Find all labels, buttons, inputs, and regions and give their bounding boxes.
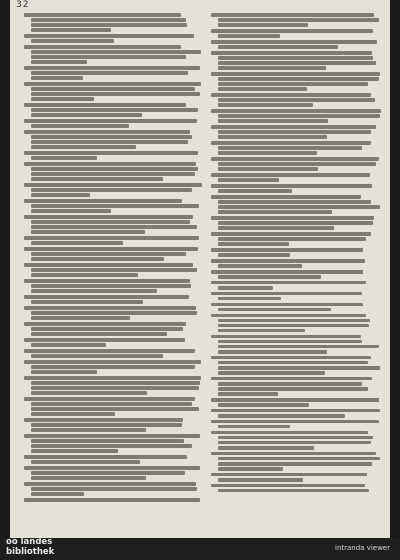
text-line [218, 162, 376, 166]
directory-entry [24, 360, 202, 374]
text-line [218, 45, 338, 49]
text-line [211, 281, 366, 285]
text-line [24, 360, 201, 364]
text-line [218, 82, 368, 86]
directory-entry [211, 93, 381, 107]
text-line [211, 93, 371, 97]
text-line [31, 273, 138, 277]
text-line [24, 162, 196, 166]
directory-entry [211, 40, 381, 49]
text-line [31, 108, 198, 112]
text-line [211, 141, 371, 145]
text-line [24, 466, 200, 470]
directory-entry [211, 141, 381, 155]
text-line [31, 311, 197, 315]
text-line [218, 467, 283, 471]
directory-entry [211, 409, 381, 418]
text-line [31, 471, 185, 475]
directory-entry [24, 236, 202, 245]
text-line [218, 324, 369, 328]
text-line [24, 183, 202, 187]
text-line [31, 87, 195, 91]
text-line [31, 124, 129, 128]
text-line [211, 259, 365, 263]
text-line [211, 473, 367, 477]
text-line [218, 66, 326, 70]
text-line [31, 60, 87, 64]
directory-entry [24, 418, 202, 432]
text-line [31, 225, 197, 229]
text-line [24, 103, 186, 107]
text-line [24, 215, 193, 219]
text-line [211, 195, 361, 199]
directory-entry [24, 376, 202, 395]
text-line [211, 420, 379, 424]
text-line [218, 178, 279, 182]
text-line [31, 444, 192, 448]
text-line [211, 270, 363, 274]
text-line [218, 34, 280, 38]
directory-entry [24, 13, 202, 32]
text-line [24, 82, 201, 86]
text-line [31, 386, 199, 390]
text-line [218, 237, 366, 241]
text-line [31, 487, 197, 491]
text-line [218, 77, 379, 81]
text-line [31, 428, 146, 432]
text-line [31, 327, 183, 331]
text-line [211, 409, 380, 413]
text-line [31, 167, 198, 171]
text-line [218, 425, 290, 429]
text-line [218, 135, 327, 139]
text-line [31, 188, 192, 192]
text-line [218, 392, 278, 396]
directory-entry [211, 314, 381, 333]
text-line [31, 55, 186, 59]
text-line [24, 34, 194, 38]
text-line [24, 349, 195, 353]
text-line [211, 29, 373, 33]
directory-entry [211, 51, 381, 70]
text-line [31, 381, 200, 385]
directory-entry [24, 466, 202, 480]
directory-entry [211, 356, 381, 375]
directory-entry [211, 473, 381, 482]
directory-entry [211, 259, 381, 268]
text-line [211, 356, 371, 360]
text-line [218, 382, 362, 386]
text-line [31, 204, 199, 208]
text-line [24, 498, 200, 502]
text-line [31, 140, 188, 144]
text-line [218, 414, 345, 418]
text-line [24, 418, 183, 422]
text-line [218, 103, 313, 107]
text-line [31, 113, 142, 117]
text-line [24, 236, 199, 240]
text-line [211, 13, 374, 17]
text-line [218, 242, 289, 246]
text-line [218, 189, 292, 193]
text-line [31, 423, 182, 427]
directory-entry [211, 420, 381, 429]
directory-entry [211, 398, 381, 407]
directory-entry [24, 34, 202, 43]
text-line [211, 314, 366, 318]
directory-entry [211, 303, 381, 312]
text-line [211, 335, 361, 339]
directory-entry [211, 232, 381, 246]
text-line [31, 449, 118, 453]
text-line [218, 210, 332, 214]
directory-entry [24, 397, 202, 416]
text-line [24, 376, 201, 380]
text-line [31, 316, 130, 320]
text-line [218, 436, 373, 440]
text-line [31, 18, 186, 22]
text-line [24, 119, 197, 123]
text-line [218, 308, 331, 312]
text-line [211, 40, 377, 44]
text-line [218, 297, 281, 301]
directory-entry [24, 66, 202, 80]
directory-entry [24, 82, 202, 101]
text-line [31, 172, 195, 176]
text-line [218, 167, 318, 171]
text-line [218, 114, 380, 118]
text-line [31, 412, 115, 416]
text-line [24, 151, 198, 155]
logo-line-1: oö landes [6, 537, 53, 547]
text-line [31, 284, 191, 288]
text-line [218, 366, 380, 370]
text-line [31, 76, 83, 80]
text-line [24, 455, 187, 459]
text-line [211, 216, 374, 220]
text-line [218, 275, 321, 279]
directory-entry [24, 119, 202, 128]
text-line [218, 200, 371, 204]
directory-entry [211, 184, 381, 193]
text-line [211, 173, 370, 177]
text-line [31, 230, 145, 234]
directory-entry [211, 109, 381, 123]
text-line [218, 441, 371, 445]
directory-entry [24, 498, 202, 502]
text-line [31, 492, 84, 496]
text-line [218, 361, 368, 365]
text-line [31, 476, 146, 480]
text-line [218, 286, 273, 290]
text-line [31, 145, 136, 149]
text-line [211, 109, 381, 113]
directory-entry [211, 431, 381, 450]
directory-entry [211, 13, 381, 27]
text-line [218, 61, 376, 65]
viewer-footer [0, 538, 400, 560]
text-line [218, 56, 373, 60]
text-line [218, 146, 362, 150]
text-line [31, 354, 163, 358]
directory-entry [24, 103, 202, 117]
text-line [218, 462, 372, 466]
text-line [211, 184, 372, 188]
text-line [218, 87, 307, 91]
directory-entry [211, 248, 381, 257]
text-line [211, 431, 368, 435]
directory-entry [24, 130, 202, 149]
text-line [218, 371, 325, 375]
directory-entry [24, 279, 202, 293]
text-line [211, 248, 363, 252]
library-logo[interactable] [6, 538, 54, 557]
text-line [24, 434, 200, 438]
text-line [24, 66, 200, 70]
directory-entry [211, 270, 381, 279]
text-line [24, 322, 186, 326]
text-line [211, 72, 380, 76]
directory-entry [211, 173, 381, 182]
text-line [218, 119, 328, 123]
text-line [218, 350, 327, 354]
scanned-page [10, 0, 390, 538]
text-line [218, 329, 305, 333]
directory-entry [211, 335, 381, 354]
text-line [218, 151, 317, 155]
directory-entry [24, 215, 202, 234]
directory-entry [211, 125, 381, 139]
directory-entry [211, 452, 381, 471]
directory-entry [24, 295, 202, 304]
text-line [24, 263, 193, 267]
text-line [31, 135, 192, 139]
text-line [24, 279, 190, 283]
text-line [31, 439, 184, 443]
text-line [218, 221, 373, 225]
text-line [24, 397, 195, 401]
directory-entry [24, 247, 202, 261]
text-line [31, 156, 97, 160]
text-line [211, 125, 376, 129]
text-line [211, 398, 379, 402]
text-line [24, 13, 181, 17]
text-line [31, 300, 143, 304]
directory-entry [211, 72, 381, 91]
text-line [218, 489, 369, 493]
text-line [31, 241, 123, 245]
text-line [31, 220, 190, 224]
text-line [31, 177, 163, 181]
text-line [218, 205, 380, 209]
directory-entry [24, 306, 202, 320]
text-line [218, 130, 371, 134]
directory-entry [211, 195, 381, 214]
directory-entry [24, 455, 202, 464]
text-line [31, 407, 199, 411]
text-line [211, 51, 372, 55]
text-line [24, 199, 182, 203]
directory-entry [211, 377, 381, 396]
text-line [218, 98, 375, 102]
text-line [31, 343, 106, 347]
text-line [218, 403, 309, 407]
text-line [218, 253, 290, 257]
text-line [211, 292, 362, 296]
text-line [31, 460, 140, 464]
text-line [31, 50, 201, 54]
directory-entry [24, 349, 202, 358]
text-line [24, 338, 185, 342]
directory-entry [211, 484, 381, 493]
left-column [24, 13, 202, 504]
directory-entry [211, 157, 381, 171]
text-line [31, 39, 114, 43]
text-line [218, 226, 334, 230]
directory-entry [24, 263, 202, 277]
text-line [24, 306, 196, 310]
text-line [31, 71, 188, 75]
directory-entry [24, 199, 202, 213]
text-line [31, 97, 94, 101]
text-line [31, 193, 90, 197]
right-column [211, 13, 381, 495]
page-number: 32 [16, 0, 30, 10]
directory-entry [24, 151, 202, 160]
directory-entry [211, 29, 381, 38]
text-line [24, 482, 196, 486]
directory-entry [211, 292, 381, 301]
text-line [211, 377, 372, 381]
text-line [31, 289, 157, 293]
text-line [31, 28, 111, 32]
text-line [31, 23, 187, 27]
text-line [31, 209, 111, 213]
directory-entry [211, 281, 381, 290]
directory-entry [24, 338, 202, 347]
text-line [218, 457, 380, 461]
directory-entry [24, 183, 202, 197]
directory-entry [24, 322, 202, 336]
text-line [218, 446, 314, 450]
directory-entry [211, 216, 381, 230]
text-line [211, 157, 379, 161]
text-line [211, 303, 363, 307]
text-line [31, 402, 192, 406]
text-line [24, 247, 198, 251]
viewer-label[interactable]: intranda viewer [335, 544, 390, 552]
directory-entry [24, 482, 202, 496]
text-line [31, 92, 200, 96]
text-line [31, 268, 197, 272]
logo-line-2: bibliothek [6, 546, 55, 557]
text-line [218, 387, 368, 391]
text-line [218, 23, 308, 27]
text-line [211, 232, 371, 236]
text-line [218, 18, 379, 22]
text-line [218, 319, 370, 323]
text-line [24, 130, 190, 134]
text-line [31, 257, 164, 261]
text-line [31, 332, 167, 336]
directory-entry [24, 434, 202, 453]
text-line [211, 452, 376, 456]
text-line [218, 345, 379, 349]
directory-entry [24, 162, 202, 181]
text-line [211, 484, 365, 488]
text-line [24, 45, 181, 49]
text-line [218, 478, 303, 482]
text-line [31, 252, 186, 256]
text-line [24, 295, 189, 299]
directory-entry [24, 45, 202, 64]
text-line [218, 340, 362, 344]
text-line [31, 370, 97, 374]
text-line [218, 264, 302, 268]
text-line [31, 391, 147, 395]
text-line [31, 365, 195, 369]
